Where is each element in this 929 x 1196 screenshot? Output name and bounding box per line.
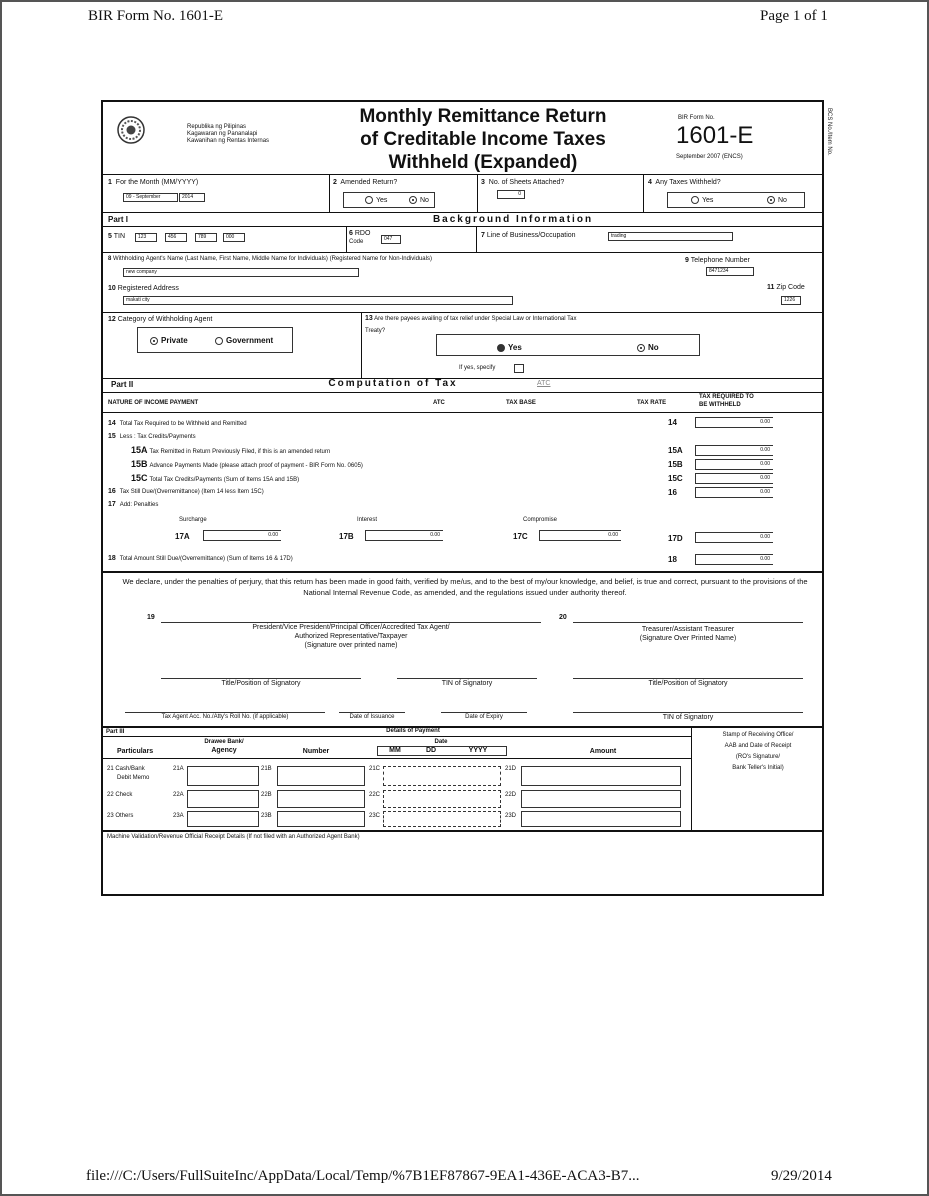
zip-code-field[interactable]: 1226	[781, 296, 801, 305]
bir-form	[101, 100, 824, 896]
page-footer-file-path: file:///C:/Users/FullSuiteInc/AppData/Local/Temp/%7B1EF87867-9EA1-436E-ACA3-B7...	[86, 1168, 640, 1184]
item-5-num: 5	[108, 233, 112, 240]
withheld-yes-label: Yes	[702, 196, 714, 204]
line-15	[108, 433, 196, 441]
telephone-field[interactable]: 8471234	[706, 267, 754, 276]
item-8-text: Withholding Agent's Name (Last Name, First Name, Middle Name for Individuals) (Registered Name for Non-Individuals)	[113, 256, 432, 262]
pay-row-3-code-b: 23B	[261, 813, 272, 819]
item-1-label	[108, 179, 198, 187]
divider	[103, 226, 822, 227]
part-3-title: Details of Payment	[386, 728, 440, 734]
tax-relief-no-label: No	[648, 343, 659, 352]
line-17b-amount[interactable]: 0.00	[365, 530, 443, 541]
pay-col-bank-2: Agency	[211, 747, 237, 754]
bir-seal-icon	[117, 116, 145, 144]
category-government-radio[interactable]	[215, 336, 273, 345]
col-required-2: BE WITHHELD	[699, 402, 741, 408]
item-2-num: 2	[333, 179, 337, 186]
category-private-radio[interactable]	[150, 336, 188, 345]
item-11-label	[767, 284, 805, 292]
amended-no-radio[interactable]	[409, 196, 429, 205]
stamp-line-2: AAB and Date of Receipt	[724, 743, 792, 749]
line-15b-amount[interactable]: 0.00	[695, 459, 773, 470]
part-1-title: Background Information	[432, 214, 594, 225]
pay-col-date: Date	[434, 739, 448, 745]
divider	[103, 174, 822, 175]
tin-segment-3[interactable]: 789	[195, 233, 217, 242]
pay-row-1-number-field[interactable]	[277, 766, 365, 786]
pay-row-1-code-c: 21C	[369, 766, 381, 772]
line-17	[108, 501, 158, 509]
line-15a-num: 15A	[131, 445, 148, 455]
sig-19-line-3: (Signature over printed name)	[304, 642, 398, 649]
pay-row-2-code-b: 22B	[261, 792, 272, 798]
atc-link[interactable]: ATC	[537, 380, 551, 387]
radio-icon	[215, 337, 223, 345]
divider	[103, 736, 691, 737]
item-5-label	[108, 233, 125, 241]
radio-icon	[365, 196, 373, 204]
item-8-label	[108, 256, 668, 263]
line-15b-num: 15B	[131, 459, 148, 469]
pay-row-2-amount-field[interactable]	[521, 790, 681, 808]
title-position-line-right	[573, 678, 803, 679]
date-expiry-label: Date of Expiry	[465, 714, 503, 720]
amended-yes-label: Yes	[376, 196, 388, 204]
line-15a-code: 15A	[668, 446, 683, 455]
divider	[103, 412, 822, 413]
line-15c-code: 15C	[668, 474, 683, 483]
item-2-text: Amended Return?	[340, 179, 398, 186]
tax-relief-radio-group	[436, 334, 700, 356]
item-6-code-label: Code	[349, 239, 364, 245]
item-13-label-2: Treaty?	[365, 328, 386, 334]
withheld-no-label: No	[778, 196, 787, 204]
pay-row-1-label-2: Debit Memo	[117, 775, 150, 781]
sig-20-line-1: Treasurer/Assistant Treasurer	[641, 626, 735, 633]
title-position-right: Title/Position of Signatory	[648, 680, 728, 687]
form-edition: September 2007 (ENCS)	[676, 154, 743, 160]
divider	[329, 174, 330, 212]
agency-line-1: Republika ng Pilipinas	[187, 124, 247, 130]
item-13-text: Are there payees availing of tax relief under Special Law or International Tax	[374, 316, 577, 322]
divider	[103, 758, 691, 759]
tin-segment-1[interactable]: 123	[135, 233, 157, 242]
radio-icon	[691, 196, 699, 204]
surcharge-label: Surcharge	[179, 517, 207, 523]
line-17c-code: 17C	[513, 532, 528, 541]
pay-row-3-amount-field[interactable]	[521, 811, 681, 827]
item-12-label	[108, 316, 212, 324]
item-11-text: Zip Code	[776, 284, 805, 291]
stamp-box	[693, 730, 823, 774]
divider	[643, 174, 644, 212]
line-15-num: 15	[108, 433, 116, 440]
line-15-label: Less : Tax Credits/Payments	[119, 434, 196, 440]
item-12-num: 12	[108, 316, 116, 323]
pay-row-3-date-field[interactable]	[383, 811, 501, 827]
pay-row-2-label: 22 Check	[107, 792, 133, 798]
item-1-num: 1	[108, 179, 112, 186]
line-15c-num: 15C	[131, 473, 148, 483]
line-15c-amount[interactable]: 0.00	[695, 473, 773, 484]
form-title-line-1: Monthly Remittance Return	[359, 106, 607, 127]
pay-col-dd: DD	[425, 747, 437, 754]
pay-row-2-code-a: 22A	[173, 792, 184, 798]
tin-signatory-mid: TIN of Signatory	[441, 680, 493, 687]
item-7-num: 7	[481, 232, 485, 239]
line-17a-code: 17A	[175, 532, 190, 541]
tin-signatory-line-right	[573, 712, 803, 713]
tin-segment-4[interactable]: 000	[223, 233, 245, 242]
line-of-business-field[interactable]: trading	[608, 232, 733, 241]
tin-signatory-line-mid	[397, 678, 537, 679]
pay-row-3-bank-field[interactable]	[187, 811, 259, 827]
item-13-label	[365, 315, 805, 323]
agency-line-2: Kagawaran ng Pananalapi	[187, 131, 258, 137]
item-2-label	[333, 179, 397, 187]
amended-yes-radio[interactable]	[365, 196, 387, 205]
pay-col-particulars: Particulars	[117, 748, 154, 755]
divider	[103, 212, 822, 213]
declaration-text: We declare, under the penalties of perjury, that this return has been made in good faith, verified by me/us, and to the best of my/our knowledge, and belief, is true and correct, pursuant to the provisions of the National Internal Revenue Code, as amended, and the regulations issued under authority thereof.	[122, 577, 808, 597]
item-9-label	[685, 257, 750, 265]
pay-row-3-code-a: 23A	[173, 813, 184, 819]
line-14-label: Total Tax Required to be Withheld and Remitted	[119, 421, 247, 427]
item-1-text: For the Month (MM/YYYY)	[115, 179, 199, 186]
line-18-label: Total Amount Still Due/(Overremittance) (Sum of Items 16 & 17D)	[119, 556, 293, 562]
sig-19-line-1: President/Vice President/Principal Officer/Accredited Tax Agent/	[252, 624, 450, 631]
part-2-label: Part II	[111, 380, 134, 389]
withheld-yes-radio[interactable]	[691, 196, 713, 205]
item-3-text: No. of Sheets Attached?	[488, 179, 565, 186]
stamp-line-4: Bank Teller's Initial)	[732, 765, 784, 771]
line-17-label: Add: Penalties	[119, 502, 159, 508]
divider	[103, 252, 822, 253]
part-1-label: Part I	[108, 215, 129, 224]
part-3-label: Part III	[106, 729, 125, 735]
pay-row-2-number-field[interactable]	[277, 790, 365, 808]
item-7-label	[481, 232, 576, 240]
title-position-line-left	[161, 678, 361, 679]
item-5-text: TIN	[113, 233, 126, 240]
divider	[476, 226, 477, 252]
amended-no-label: No	[420, 196, 429, 204]
line-17d-code: 17D	[668, 534, 683, 543]
divider	[346, 226, 347, 252]
sig-19-line-2: Authorized Representative/Taxpayer	[294, 633, 408, 640]
item-6-label	[349, 230, 370, 238]
pay-col-yyyy: YYYY	[468, 747, 488, 754]
col-tax-base: TAX BASE	[506, 400, 536, 406]
date-issuance-label: Date of Issuance	[349, 714, 395, 720]
line-15a	[131, 446, 330, 456]
machine-validation-label: Machine Validation/Revenue Official Receipt Details (If not filed with an Authorized Agent Bank)	[107, 834, 360, 840]
pay-col-mm: MM	[389, 747, 401, 754]
item-4-text: Any Taxes Withheld?	[655, 179, 721, 186]
line-17d-amount[interactable]: 0.00	[695, 532, 773, 543]
item-11-num: 11	[767, 284, 775, 291]
signature-line-19	[161, 622, 541, 623]
category-government-label: Government	[226, 336, 274, 345]
line-18-num: 18	[108, 555, 116, 562]
radio-selected-icon	[767, 196, 775, 204]
radio-filled-icon	[497, 344, 505, 352]
sig-20-line-2: (Signature Over Printed Name)	[639, 635, 737, 642]
withheld-no-radio[interactable]	[767, 196, 787, 205]
form-number: 1601-E	[676, 122, 754, 149]
stamp-line-1: Stamp of Receiving Office/	[722, 732, 794, 738]
radio-selected-icon	[409, 196, 417, 204]
line-16-num: 16	[108, 488, 116, 495]
compromise-label: Compromise	[523, 517, 558, 523]
form-title-line-3: Withheld (Expanded)	[388, 152, 578, 173]
sig-19-num: 19	[147, 614, 155, 621]
tin-signatory-right: TIN of Signatory	[662, 714, 714, 721]
line-17a-amount[interactable]: 0.00	[203, 530, 281, 541]
item-10-text: Registered Address	[117, 285, 179, 292]
line-15a-label: Tax Remitted in Return Previously Filed, if this is an amended return	[149, 449, 331, 455]
form-title-line-2: of Creditable Income Taxes	[360, 129, 606, 150]
divider	[477, 174, 478, 212]
line-14-num: 14	[108, 420, 116, 427]
item-10-label	[108, 285, 179, 293]
tin-segment-2[interactable]: 456	[165, 233, 187, 242]
pay-row-1-code-b: 21B	[261, 766, 272, 772]
line-14	[108, 420, 247, 428]
line-15b	[131, 460, 363, 470]
item-9-num: 9	[685, 257, 689, 264]
divider	[103, 392, 822, 393]
line-17b-code: 17B	[339, 532, 354, 541]
pay-row-2-bank-field[interactable]	[187, 790, 259, 808]
item-13-num: 13	[365, 315, 373, 322]
side-label: BCS No./Item No.	[826, 108, 832, 156]
divider	[103, 312, 822, 313]
taxagent-label: Tax Agent Acc. No./Atty's Roll No. (if applicable)	[161, 714, 289, 720]
line-15a-amount[interactable]: 0.00	[695, 445, 773, 456]
line-18	[108, 555, 293, 563]
line-16-code: 16	[668, 488, 677, 497]
stamp-line-3: (RO's Signature/	[735, 754, 781, 760]
divider	[691, 726, 692, 830]
pay-row-3-code-d: 23D	[505, 813, 517, 819]
part-2-title: Computation of Tax	[328, 378, 458, 389]
pay-row-2-code-c: 22C	[369, 792, 381, 798]
pay-col-bank-1: Drawee Bank/	[204, 739, 244, 745]
page-header-form-number: BIR Form No. 1601-E	[88, 8, 223, 24]
item-9-text: Telephone Number	[690, 257, 750, 264]
line-14-code: 14	[668, 418, 677, 427]
divider	[361, 312, 362, 378]
date-issuance-line	[339, 712, 405, 713]
divider	[103, 571, 822, 573]
pay-col-number: Number	[302, 748, 330, 755]
item-3-label	[481, 179, 564, 187]
category-private-label: Private	[161, 336, 188, 345]
line-17-num: 17	[108, 501, 116, 508]
month-select[interactable]: 09 - September	[123, 193, 178, 202]
withholding-agent-name-field[interactable]: new company	[123, 268, 359, 277]
form-no-label: BIR Form No.	[678, 115, 715, 121]
line-14-amount[interactable]: 0.00	[695, 417, 773, 428]
line-15c-label: Total Tax Credits/Payments (Sum of Items 15A and 15B)	[149, 477, 300, 483]
form-title	[333, 105, 633, 174]
line-16-label: Tax Still Due/(Overremittance) (Item 14 less Item 15C)	[119, 489, 264, 495]
title-position-left: Title/Position of Signatory	[221, 680, 301, 687]
pay-row-1-date-field[interactable]	[383, 766, 501, 786]
pay-row-2-date-field[interactable]	[383, 790, 501, 808]
pay-col-amount: Amount	[589, 748, 617, 755]
pay-row-1-code-a: 21A	[173, 766, 184, 772]
item-6-num: 6	[349, 230, 353, 237]
interest-label: Interest	[357, 517, 378, 523]
pay-row-2-code-d: 22D	[505, 792, 517, 798]
rdo-code-field[interactable]: 047	[381, 235, 401, 244]
col-nature: NATURE OF INCOME PAYMENT	[108, 400, 199, 406]
specify-field[interactable]	[514, 364, 524, 373]
agency-line-3: Kawanihan ng Rentas Internas	[187, 138, 270, 144]
tax-relief-no-radio[interactable]	[637, 343, 659, 352]
taxagent-line	[125, 712, 325, 713]
line-16-amount[interactable]: 0.00	[695, 487, 773, 498]
line-16	[108, 488, 264, 496]
item-12-text: Category of Withholding Agent	[117, 316, 213, 323]
col-atc: ATC	[433, 400, 445, 406]
sheets-attached-field[interactable]: 0	[497, 190, 525, 199]
signature-line-20	[573, 622, 803, 623]
item-7-text: Line of Business/Occupation	[486, 232, 576, 239]
divider	[103, 830, 822, 832]
item-6-text: RDO	[354, 230, 371, 237]
item-4-label	[648, 179, 721, 187]
line-18-amount[interactable]: 0.00	[695, 554, 773, 565]
item-8-num: 8	[108, 256, 112, 262]
page-header-page-count: Page 1 of 1	[760, 8, 828, 24]
pay-row-3-code-c: 23C	[369, 813, 381, 819]
radio-selected-icon	[150, 337, 158, 345]
line-15c	[131, 474, 299, 484]
radio-selected-icon	[637, 344, 645, 352]
col-tax-rate: TAX RATE	[637, 400, 667, 406]
pay-row-1-bank-field[interactable]	[187, 766, 259, 786]
pay-row-3-label: 23 Others	[107, 813, 134, 819]
col-required-1: TAX REQUIRED TO	[699, 394, 754, 400]
item-3-num: 3	[481, 179, 485, 186]
line-17c-amount[interactable]: 0.00	[539, 530, 621, 541]
pay-row-1-amount-field[interactable]	[521, 766, 681, 786]
item-10-num: 10	[108, 285, 116, 292]
pay-row-3-number-field[interactable]	[277, 811, 365, 827]
tax-relief-yes-label: Yes	[508, 343, 522, 352]
year-field[interactable]: 2014	[179, 193, 205, 202]
pay-row-1-label: 21 Cash/Bank	[107, 766, 145, 772]
line-18-code: 18	[668, 555, 677, 564]
date-expiry-line	[441, 712, 527, 713]
specify-label: If yes, specify	[459, 365, 496, 371]
pay-row-1-code-d: 21D	[505, 766, 517, 772]
tax-relief-yes-radio[interactable]	[497, 343, 522, 352]
sig-20-num: 20	[559, 614, 567, 621]
line-15b-label: Advance Payments Made (please attach proof of payment - BIR Form No. 0605)	[149, 463, 363, 469]
item-4-num: 4	[648, 179, 652, 186]
page-footer-date: 9/29/2014	[771, 1168, 832, 1184]
registered-address-field[interactable]: makati city	[123, 296, 513, 305]
line-15b-code: 15B	[668, 460, 683, 469]
